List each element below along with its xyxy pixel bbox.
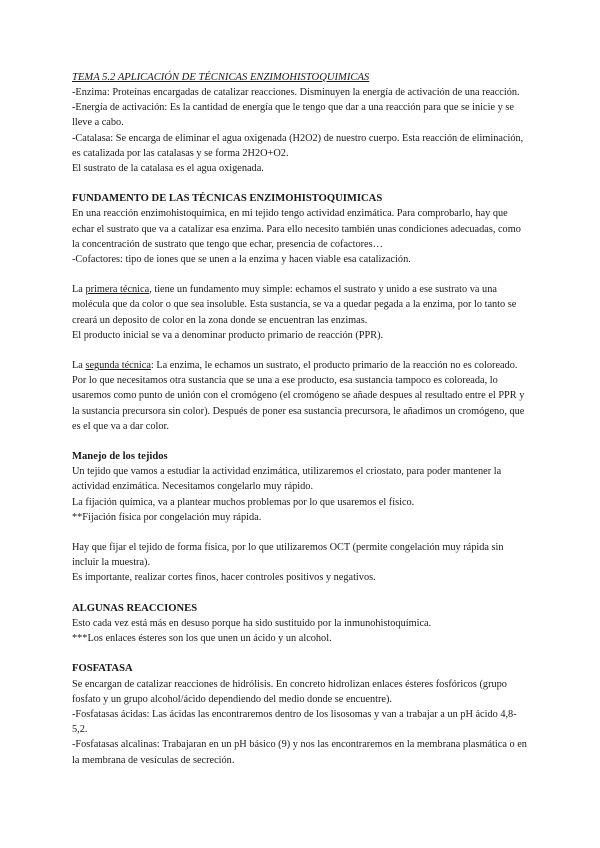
- producto-primario-note: El producto inicial se va a denominar producto primario de reacción (PPR).: [72, 329, 384, 341]
- fosfatasa-paragraph-1: Se encargan de catalizar reacciones de hidrólisis. En concreto hidrolizan enlaces ésteres fosfóricos (grupo fosfato y un grupo alcohol/ácido dependiendo del medio donde se encuentre).: [72, 678, 507, 705]
- primera-tecnica-underlined: primera técnica: [85, 284, 150, 296]
- section-heading-reacciones: ALGUNAS REACCIONES: [72, 602, 198, 614]
- section-heading-fundamento: FUNDAMENTO DE LAS TÉCNICAS ENZIMOHISTOQUIMICAS: [72, 193, 383, 205]
- spacer: [72, 267, 528, 282]
- segunda-tecnica-prefix: La: [72, 360, 86, 372]
- spacer: [72, 176, 528, 191]
- fundamento-cofactores: -Cofactores: tipo de iones que se unen a la enzima y hacen viable esa catalización.: [72, 254, 411, 266]
- segunda-tecnica-paragraph: [72, 358, 528, 434]
- reacciones-paragraph-1: Esto cada vez está más en desuso porque ha sido sustituido por la inmunohistoquímica.: [72, 617, 432, 629]
- spacer: [72, 646, 528, 661]
- spacer: [72, 434, 528, 449]
- segunda-tecnica-text: : La enzima, le echamos un sustrato, el producto primario de la reacción no es coloreado. Por lo que necesitamos otra sustancia que se una a ese producto, esa sustancia tampoco es coloreada, lo usaremos como punto de unión con el cromógeno (el cromógeno se añade despues al resultado entre el PPR y la sustancia precursora sin color). Después de poner esa sustancia precursora, le añadimos un cromógeno, que es el que va a dar color.: [72, 360, 525, 432]
- definition-catalasa: -Catalasa: Se encarga de eliminar el agua oxigenada (H2O2) de nuestro cuerpo. Esta reacción de eliminación, es catalizada por las catalasas y se forma 2H2O+O2.: [72, 132, 524, 159]
- section-heading-manejo: Manejo de los tejidos: [72, 451, 168, 463]
- reacciones-esteres-note: ***Los enlaces ésteres son los que unen un ácido y un alcohol.: [72, 633, 332, 645]
- definition-energia-activacion: -Energía de activación: Es la cantidad de energía que le tengo que dar a una reacción para que se inicie y se lleve a cabo.: [72, 102, 514, 129]
- manejo-fijacion-fisica: **Fijación física por congelación muy rápida.: [72, 511, 262, 523]
- section-heading-fosfatasa: FOSFATASA: [72, 663, 133, 675]
- manejo-cortes-finos: Es importante, realizar cortes finos, hacer controles positivos y negativos.: [72, 572, 376, 584]
- definition-enzima: -Enzima: Proteínas encargadas de catalizar reacciones. Disminuyen la energía de activación de una reacción.: [72, 87, 520, 98]
- document-title: TEMA 5.2 APLICACIÓN DE TÉCNICAS ENZIMOHISTOQUIMICAS: [72, 72, 370, 83]
- primera-tecnica-text: , tiene un fundamento muy simple: echamos el sustrato y unido a ese sustrato va una molécula que da color o que sea insoluble. Esta sustancia, se va a quedar pegada a la enzima, por lo tanto se creará un deposito de color en la zona donde se encuentran las enzimas.: [72, 284, 517, 326]
- fosfatasas-alcalinas: -Fosfatasas alcalinas: Trabajaran en un pH básico (9) y nos las encontraremos en la membrana plasmática o en la membrana de vesículas de secreción.: [72, 739, 527, 766]
- manejo-oct-paragraph: Hay que fijar el tejido de forma física, por lo que utilizaremos OCT (permite congelación muy rápida sin incluir la muestra).: [72, 542, 504, 569]
- manejo-fijacion-quimica: La fijación química, va a plantear muchos problemas por lo que usaremos el físico.: [72, 496, 415, 508]
- segunda-tecnica-underlined: segunda técnica: [85, 360, 151, 372]
- fundamento-paragraph-1: En una reacción enzimohistoquímica, en mi tejido tengo actividad enzimática. Para comprobarlo, hay que echar el sustrato que va a catalizar esa enzima. Para ello necesito también unas condiciones adecuadas, como la concentración de sustrato que tengo que echar, presencia de cofactores…: [72, 208, 521, 250]
- spacer: [72, 586, 528, 601]
- catalasa-substrate-note: El sustrato de la catalasa es el agua oxigenada.: [72, 163, 264, 175]
- primera-tecnica-prefix: La: [72, 284, 86, 296]
- spacer: [72, 525, 528, 540]
- primera-tecnica-paragraph: [72, 282, 528, 328]
- spacer: [72, 343, 528, 358]
- manejo-paragraph-1: Un tejido que vamos a estudiar la actividad enzimática, utilizaremos el criostato, para poder mantener la actividad enzimática. Necesitamos congelarlo muy rápido.: [72, 466, 502, 493]
- fosfatasas-acidas: -Fosfatasas ácidas: Las ácidas las encontraremos dentro de los lisosomas y van a trabajar a un pH ácido 4,8-5,2.: [72, 708, 517, 736]
